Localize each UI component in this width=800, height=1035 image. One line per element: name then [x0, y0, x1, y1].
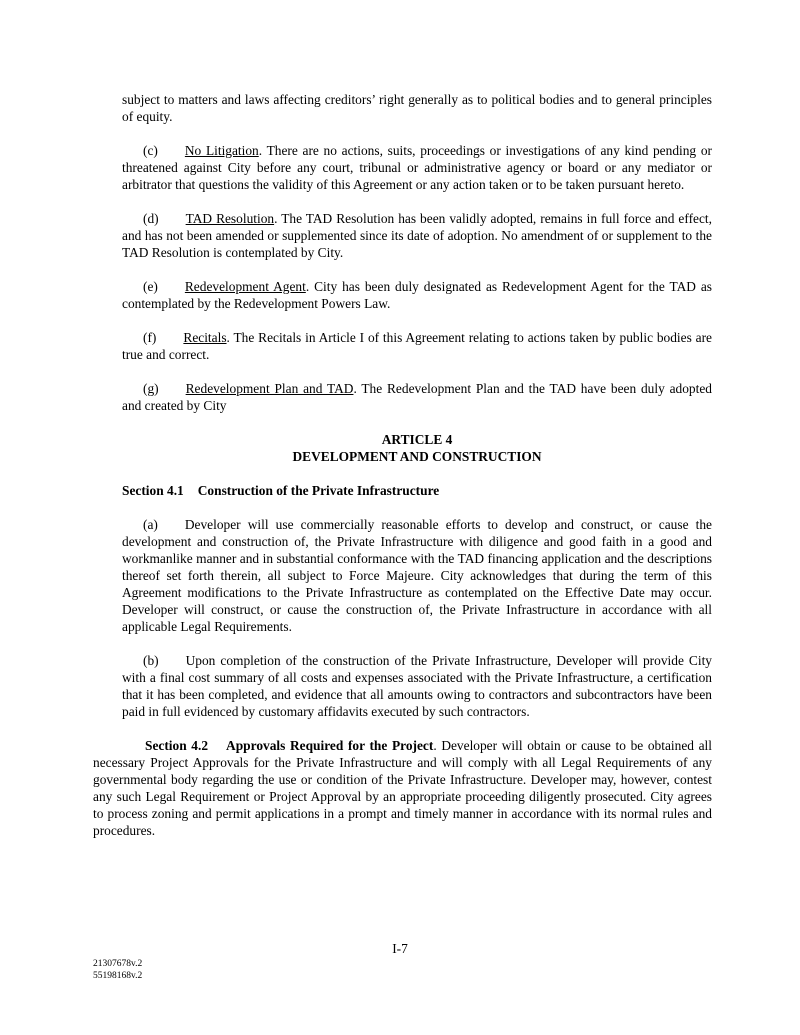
document-id-block [93, 958, 142, 982]
subsection-e [122, 278, 712, 312]
section-4-2-title: Approvals Required for the Project [226, 738, 434, 753]
subsection-g-heading: Redevelopment Plan and TAD [185, 381, 354, 396]
subsection-g-body: . The Redevelopment Plan and the TAD have been duly adopted and created by City [122, 381, 712, 413]
page-number: I-7 [392, 941, 408, 956]
subsection-e-heading: Redevelopment Agent [184, 279, 306, 294]
subsection-e-body: . City has been duly designated as Redevelopment Agent for the TAD as contemplated by the Redevelopment Powers Law. [122, 279, 713, 311]
subsection-d [122, 210, 712, 261]
paragraph-4-1-a-label: (a) [143, 517, 158, 532]
section-4-1-title: Construction of the Private Infrastructure [197, 483, 440, 498]
paragraph-continuation [122, 91, 712, 125]
subsection-f-body: . The Recitals in Article I of this Agreement relating to actions taken by public bodies are true and correct. [122, 330, 712, 362]
subsection-d-heading: TAD Resolution [185, 211, 275, 226]
subsection-c [122, 142, 712, 193]
paragraph-continuation-text: subject to matters and laws affecting creditors’ right generally as to political bodies and to general principles of equity. [122, 92, 712, 124]
paragraph-4-1-b-body: Upon completion of the construction of the Private Infrastructure, Developer will provide City with a final cost summary of all costs and expenses associated with the Private Infrastructure, a certification that it has been completed, and evidence that all amounts owing to contractors and subcontractors have been paid in full evidenced by customary affidavits executed by such contractors. [122, 653, 712, 719]
paragraph-4-1-b [122, 652, 712, 720]
subsection-c-heading: No Litigation [184, 143, 259, 158]
section-4-1-heading [122, 482, 712, 499]
subsection-f-heading: Recitals [183, 330, 227, 345]
section-4-1-label: Section 4.1 [122, 483, 184, 498]
subsection-c-label: (c) [143, 143, 158, 158]
section-4-2-body: . Developer will obtain or cause to be obtained all necessary Project Approvals for the Private Infrastructure and will comply with all Legal Requirements of any governmental body regarding the use or condition of the Private Infrastructure. Developer may, however, contest any such Legal Requirement or Project Approval by an appropriate proceeding diligently prosecuted. City agrees to process zoning and permit applications in a prompt and timely manner in accordance with its normal rules and procedures. [93, 738, 712, 838]
subsection-f [122, 329, 712, 363]
subsection-e-label: (e) [143, 279, 158, 294]
subsection-g [122, 380, 712, 414]
subsection-d-body: . The TAD Resolution has been validly adopted, remains in full force and effect, and has not been amended or supplemented since its date of adoption. No amendment of or supplement to the TAD Resolution is contemplated by City. [122, 211, 712, 260]
subsection-d-label: (d) [143, 211, 159, 226]
doc-id-2: 55198168v.2 [93, 971, 143, 981]
subsection-c-body: . There are no actions, suits, proceedings or investigations of any kind pending or threatened against City before any court, tribunal or administrative agency or board or any mediator or arbitrator that questions the validity of this Agreement or any action taken or to be taken pursuant hereto. [122, 143, 712, 192]
section-4-2-label: Section 4.2 [145, 738, 209, 753]
subsection-g-label: (g) [143, 381, 159, 396]
paragraph-4-1-a [122, 516, 712, 635]
article-heading [122, 431, 712, 465]
doc-id-1: 21307678v.2 [93, 959, 143, 969]
article-title: DEVELOPMENT AND CONSTRUCTION [292, 449, 542, 464]
paragraph-4-1-b-label: (b) [143, 653, 159, 668]
paragraph-4-1-a-body: Developer will use commercially reasonable efforts to develop and construct, or cause the development and construction of, the Private Infrastructure with diligence and good faith in a good and workmanlike manner and in substantial conformance with the TAD financing application and the descriptions thereof set forth therein, all subject to Force Majeure. City acknowledges that during the term of this Agreement modifications to the Private Infrastructure as contemplated on the Effective Date may occur. Developer will construct, or cause the construction of, the Private Infrastructure in accordance with all applicable Legal Requirements. [122, 517, 712, 634]
article-number: ARTICLE 4 [381, 432, 453, 447]
section-4-2-paragraph [93, 737, 712, 839]
subsection-f-label: (f) [143, 330, 157, 345]
